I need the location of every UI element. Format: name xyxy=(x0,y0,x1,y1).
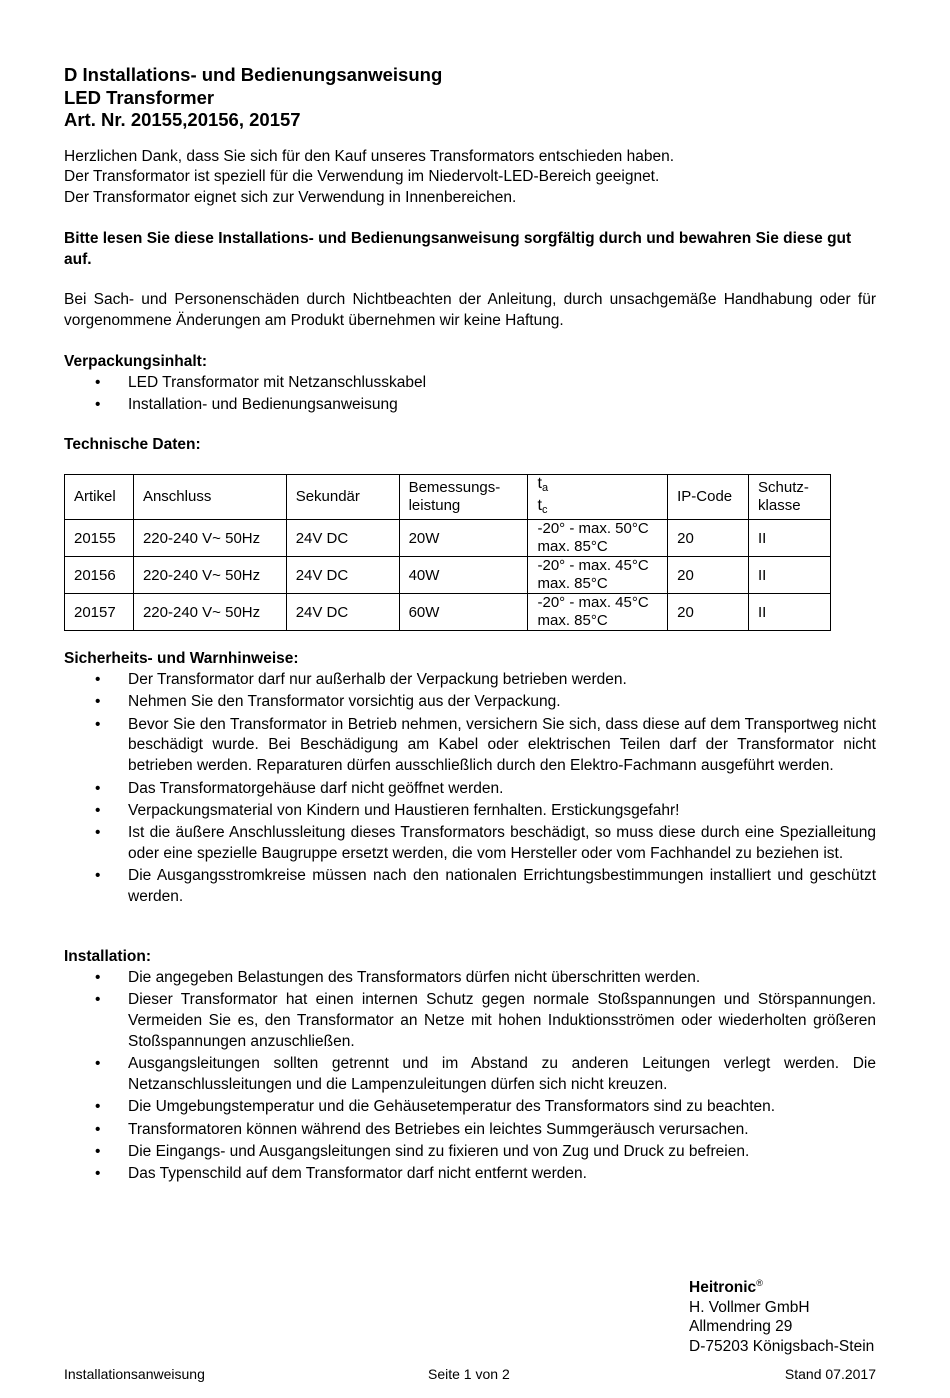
company-line-3: D-75203 Königsbach-Stein xyxy=(689,1337,875,1355)
intro-line-3: Der Transformator eignet sich zur Verwendung in Innenbereichen. xyxy=(64,189,517,207)
package-heading: Verpackungsinhalt: xyxy=(64,353,207,371)
list-item: • Der Transformator darf nur außerhalb der Verpackung betrieben werden. xyxy=(95,671,627,689)
document-page xyxy=(64,64,876,1187)
list-item: • Die Eingangs- und Ausgangsleitungen sind zu fixieren und von Zug und Druck zu befreien. xyxy=(95,1143,750,1160)
cell-ip: 20 xyxy=(668,557,749,594)
list-item: • Ist die äußere Anschlussleitung dieses Transformators beschädigt, so muss diese durch eine Spezialleitung oder eine spezielle Baugruppe ersetzt werden, die vom Hersteller oder vom Fachhandel zu beziehen ist. xyxy=(95,824,876,862)
cell-klasse: II xyxy=(749,520,831,557)
cell-leistung: 40W xyxy=(399,557,528,594)
notice-bold: Bitte lesen Sie diese Installations- und Bedienungsanweisung sorgfältig durch und bewahren Sie diese gut auf. xyxy=(64,229,852,268)
list-item: • Die Ausgangsstromkreise müssen nach den nationalen Errichtungsbestimmungen installiert und geschützt werden. xyxy=(95,867,876,906)
intro-block xyxy=(64,147,876,209)
title-line-3: Art. Nr. 20155,20156, 20157 xyxy=(64,109,301,130)
company-address xyxy=(689,1274,874,1356)
document-title xyxy=(64,64,876,132)
cell-artikel: 20155 xyxy=(65,520,134,557)
company-line-1: H. Vollmer GmbH xyxy=(689,1298,810,1316)
cell-temperature: -20° - max. 45°C max. 85°C xyxy=(528,557,668,594)
cell-anschluss: 220-240 V~ 50Hz xyxy=(133,594,286,631)
installation-list xyxy=(64,968,876,1185)
liability-text: Bei Sach- und Personenschäden durch Nichtbeachten der Anleitung, durch unsachgemäße Handhabung oder für vorgenommene Änderungen am Produkt übernehmen wir keine Haftung. xyxy=(64,291,876,330)
col-header-ip: IP-Code xyxy=(668,475,749,520)
package-list xyxy=(64,373,876,416)
col-header-sekundaer: Sekundär xyxy=(286,475,399,520)
list-item: • LED Transformator mit Netzanschlusskabel xyxy=(95,373,427,391)
cell-temperature: -20° - max. 50°C max. 85°C xyxy=(528,520,668,557)
list-item: • Nehmen Sie den Transformator vorsichtig aus der Verpackung. xyxy=(95,693,561,711)
safety-heading: Sicherheits- und Warnhinweise: xyxy=(64,650,299,668)
cell-leistung: 60W xyxy=(399,594,528,631)
col-header-artikel: Artikel xyxy=(65,475,134,520)
table-row xyxy=(65,520,831,557)
list-item: • Bevor Sie den Transformator in Betrieb nehmen, versichern Sie sich, dass diese auf dem Transportweg nicht beschädigt wurde. Bei Beschädigung am Kabel oder elektrischen Teilen darf der Transformator nicht betrieben werden. Reparaturen dürfen ausschließlich durch den Elektro-Fachmann ausgeführt werden. xyxy=(95,715,876,775)
col-header-schutzklasse: Schutz- klasse xyxy=(749,475,831,520)
intro-line-2: Der Transformator ist speziell für die Verwendung im Niedervolt-LED-Bereich geeignet. xyxy=(64,168,660,186)
table-header-row xyxy=(65,475,831,520)
cell-artikel: 20157 xyxy=(65,594,134,631)
col-header-temperature: $t_a$ $t_c$ xyxy=(528,475,668,520)
safety-list xyxy=(64,670,876,908)
tech-data-table xyxy=(64,474,831,631)
table-row xyxy=(65,594,831,631)
cell-temperature: -20° - max. 45°C max. 85°C xyxy=(528,594,668,631)
cell-sekundaer: 24V DC xyxy=(286,594,399,631)
list-item: • Verpackungsmaterial von Kindern und Haustieren fernhalten. Erstickungsgefahr! xyxy=(95,801,680,819)
cell-klasse: II xyxy=(749,594,831,631)
col-header-leistung: Bemessungs- leistung xyxy=(399,475,528,520)
cell-klasse: II xyxy=(749,557,831,594)
list-item: • Das Typenschild auf dem Transformator darf nicht entfernt werden. xyxy=(95,1165,587,1183)
list-item: • Die angegeben Belastungen des Transformators dürfen nicht überschritten werden. xyxy=(95,969,701,987)
list-item: • Ausgangsleitungen sollten getrennt und im Abstand zu anderen Leitungen verlegt werden. Die Netzanschlussleitungen und die Lampenzuleitungen dürfen sich nicht kreuzen. xyxy=(95,1055,876,1094)
cell-anschluss: 220-240 V~ 50Hz xyxy=(133,520,286,557)
title-line-2: LED Transformer xyxy=(64,86,215,108)
company-name: Heitronic xyxy=(689,1279,757,1297)
registered-mark: ® xyxy=(756,1278,763,1288)
cell-artikel: 20156 xyxy=(65,557,134,594)
list-item: • Das Transformatorgehäuse darf nicht geöffnet werden. xyxy=(95,779,504,797)
list-item: • Transformatoren können während des Betriebes ein leichtes Summgeräusch verursachen. xyxy=(95,1120,749,1138)
page-footer xyxy=(64,1366,876,1384)
list-item: • Die Umgebungstemperatur und die Gehäusetemperatur des Transformators sind zu beachten. xyxy=(95,1098,776,1116)
col-header-anschluss: Anschluss xyxy=(133,475,286,520)
cell-ip: 20 xyxy=(668,594,749,631)
tech-heading: Technische Daten: xyxy=(64,436,201,454)
cell-ip: 20 xyxy=(668,520,749,557)
list-item: • Dieser Transformator hat einen internen Schutz gegen normale Stoßspannungen und Störspannungen. Vermeiden Sie es, den Transformator an Netze mit hohen Induktionsströmen oder wiederholten größeren Stoßspannungen anzuschließen. xyxy=(95,991,876,1051)
intro-line-1: Herzlichen Dank, dass Sie sich für den Kauf unseres Transformators entschieden haben. xyxy=(64,147,674,165)
cell-leistung: 20W xyxy=(399,520,528,557)
table-row xyxy=(65,557,831,594)
footer-right: Stand 07.2017 xyxy=(784,1366,876,1382)
footer-page-number: Seite 1 von 2 xyxy=(428,1366,510,1382)
cell-anschluss: 220-240 V~ 50Hz xyxy=(133,557,286,594)
cell-sekundaer: 24V DC xyxy=(286,557,399,594)
cell-sekundaer: 24V DC xyxy=(286,520,399,557)
list-item: • Installation- und Bedienungsanweisung xyxy=(95,396,398,414)
footer-left: Installationsanweisung xyxy=(64,1366,205,1382)
installation-heading: Installation: xyxy=(64,948,151,966)
company-line-2: Allmendring 29 xyxy=(689,1318,793,1336)
title-line-1: D Installations- und Bedienungsanweisung xyxy=(64,64,443,85)
